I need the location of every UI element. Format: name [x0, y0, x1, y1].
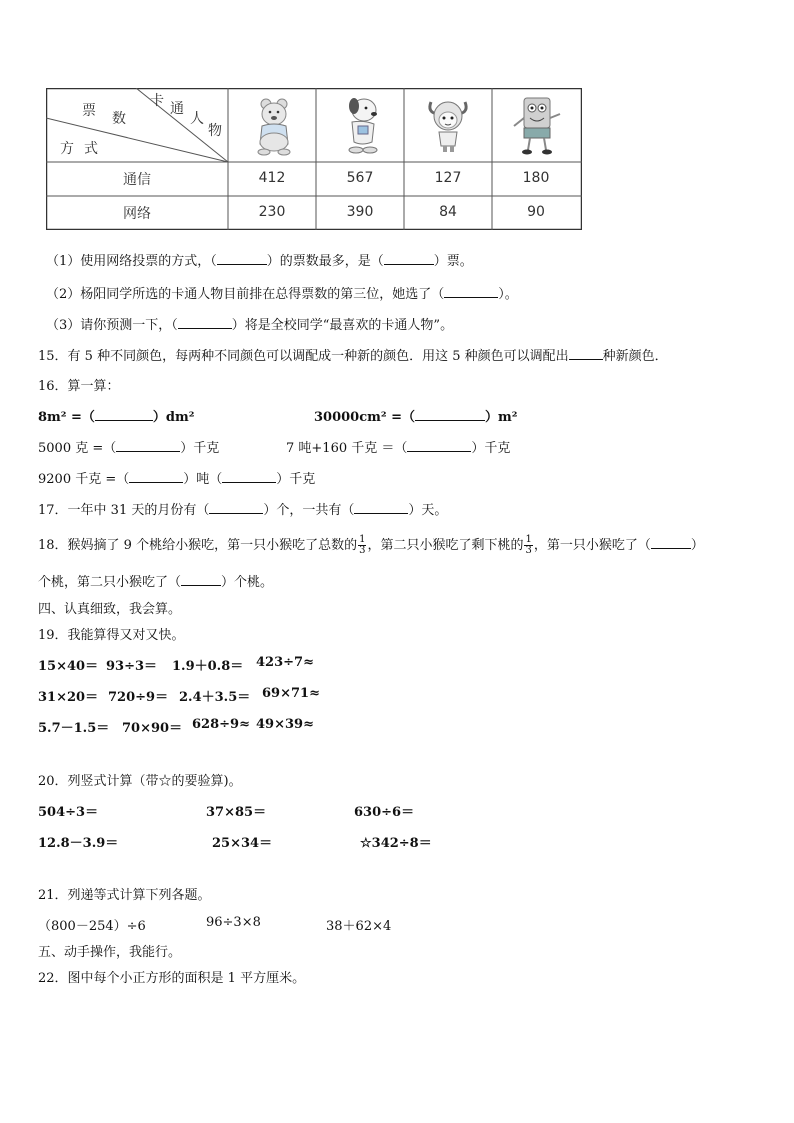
q18-line1: [38, 534, 704, 556]
answer-blank[interactable]: [415, 408, 485, 421]
calc-item: 37×85＝: [206, 805, 267, 820]
table-cell: 180: [522, 170, 550, 186]
calc-item: 96÷3×8: [206, 915, 261, 930]
vote-table: [46, 88, 582, 230]
q14-sub3-text: （3）请你预测一下，（: [46, 318, 178, 333]
q18-text: ）个桃。: [221, 575, 274, 590]
q21-title: 21．列递等式计算下列各题。: [38, 888, 211, 903]
sponge-icon: [512, 94, 562, 160]
fraction-one-third: [524, 535, 532, 556]
q14-sub1-text: ）票。: [433, 254, 473, 269]
calc-item: （800－254）÷6: [38, 919, 146, 934]
table-cell: 412: [258, 170, 286, 186]
q16-line2-right: [286, 437, 510, 456]
bear-icon: [248, 94, 298, 160]
q19-title: 19．我能算得又对又快。: [38, 628, 185, 643]
calc-item: ☆342÷8＝: [360, 836, 432, 851]
fraction-denominator: 3: [359, 545, 366, 556]
dog-icon: [336, 94, 386, 160]
calc-item: 12.8－3.9＝: [38, 836, 119, 851]
calc-item: 93÷3＝: [106, 659, 158, 674]
header-char: 式: [84, 141, 98, 157]
q18-text: ，第二只小猴吃了剩下桃的: [367, 538, 524, 553]
q17-text: ）天。: [408, 503, 448, 518]
answer-blank[interactable]: [569, 347, 603, 360]
fraction-numerator: 1: [359, 534, 366, 545]
q18-line2: [38, 571, 273, 590]
calc-item: 2.4＋3.5＝: [179, 690, 251, 705]
header-char: 通: [170, 101, 184, 117]
answer-blank[interactable]: [129, 470, 183, 483]
q15-text: 15．有 5 种不同颜色，每两种不同颜色可以调配成一种新的颜色．用这 5 种颜色可以调配出: [38, 349, 569, 364]
q16-text: ）千克: [276, 472, 316, 487]
table-cell: 127: [434, 170, 462, 186]
answer-blank[interactable]: [354, 501, 408, 514]
table-cell: 230: [258, 204, 286, 220]
calc-item: 69×71≈: [262, 686, 320, 701]
answer-blank[interactable]: [407, 439, 471, 452]
calc-item: 720÷9＝: [108, 690, 169, 705]
section-4-heading: 四、认真细致，我会算。: [38, 602, 182, 617]
header-char: 卡: [150, 93, 164, 109]
q16-text: 7 吨+160 千克 ＝（: [286, 441, 408, 456]
q16-text: 30000cm² =（: [314, 410, 416, 425]
header-char: 数: [112, 111, 126, 127]
fraction-denominator: 3: [525, 545, 532, 556]
q16-text: ）m²: [485, 410, 518, 425]
q16-line2-left: [38, 437, 219, 456]
section-5-heading: 五、动手操作，我能行。: [38, 945, 182, 960]
q17-text: 17．一年中 31 天的月份有（: [38, 503, 210, 518]
q14-sub1-text: （1）使用网络投票的方式，（: [46, 254, 217, 269]
q14-sub1-text: ）的票数最多，是（: [266, 254, 384, 269]
header-char: 方: [60, 141, 74, 157]
q18-text: ）: [690, 538, 704, 553]
answer-blank[interactable]: [217, 252, 267, 265]
q18-text: ，第一只小猴吃了（: [533, 538, 651, 553]
q14-sub3-text: ）将是全校同学“最喜欢的卡通人物”。: [231, 318, 454, 333]
calc-item: 49×39≈: [256, 717, 314, 732]
q16-text: 8m² =（: [38, 410, 95, 425]
fraction-one-third: [358, 535, 366, 556]
calc-item: 1.9＋0.8＝: [172, 659, 244, 674]
calc-item: 31×20＝: [38, 690, 99, 705]
row-label: 网络: [123, 206, 151, 222]
q16-text: ）千克: [471, 441, 511, 456]
header-char: 票: [82, 103, 96, 119]
q15-text: 种新颜色．: [602, 349, 668, 364]
q16-title: 16．算一算：: [38, 379, 120, 394]
q14-sub3: [46, 314, 453, 333]
table-cell: 84: [439, 204, 457, 220]
answer-blank[interactable]: [116, 439, 180, 452]
q17-text: ）个，一共有（: [263, 503, 355, 518]
q14-sub2-text: （2）杨阳同学所选的卡通人物目前排在总得票数的第三位，她选了（: [46, 287, 445, 302]
answer-blank[interactable]: [178, 316, 232, 329]
q16-line1-left: [38, 406, 194, 425]
calc-item: 70×90＝: [122, 721, 183, 736]
header-char: 人: [190, 111, 204, 127]
calc-item: 25×34＝: [212, 836, 273, 851]
answer-blank[interactable]: [95, 408, 153, 421]
fraction-numerator: 1: [525, 534, 532, 545]
calc-item: 423÷7≈: [256, 655, 314, 670]
header-char: 物: [208, 123, 222, 139]
q18-text: 个桃，第二只小猴吃了（: [38, 575, 182, 590]
table-cell: 567: [346, 170, 374, 186]
goat-icon: [423, 94, 473, 160]
table-cell: 90: [527, 204, 545, 220]
answer-blank[interactable]: [222, 470, 276, 483]
answer-blank[interactable]: [384, 252, 434, 265]
calc-item: 630÷6＝: [354, 805, 415, 820]
q18-text: 18．猴妈摘了 9 个桃给小猴吃，第一只小猴吃了总数的: [38, 538, 358, 553]
q14-sub1: [46, 250, 473, 269]
q14-sub2-text: ）。: [498, 287, 518, 302]
calc-item: 504÷3＝: [38, 805, 99, 820]
q14-sub2: [46, 283, 518, 302]
q15: [38, 345, 668, 364]
q16-line3: [38, 468, 315, 487]
calc-item: 15×40＝: [38, 659, 99, 674]
q16-line1-right: [314, 406, 517, 425]
row-label: 通信: [123, 172, 151, 188]
answer-blank[interactable]: [181, 573, 221, 586]
table-cell: 390: [346, 204, 374, 220]
q16-text: ）千克: [180, 441, 220, 456]
q20-title: 20．列竖式计算（带☆的要验算)。: [38, 774, 242, 789]
calc-item: 5.7－1.5＝: [38, 721, 110, 736]
q17: [38, 499, 447, 518]
q16-text: 9200 千克 =（: [38, 472, 130, 487]
answer-blank[interactable]: [209, 501, 263, 514]
q16-text: ）吨（: [183, 472, 223, 487]
answer-blank[interactable]: [444, 285, 498, 298]
answer-blank[interactable]: [651, 536, 691, 549]
q16-text: ）dm²: [152, 410, 195, 425]
q16-text: 5000 克 =（: [38, 441, 117, 456]
calc-item: 628÷9≈: [192, 717, 250, 732]
q22: 22．图中每个小正方形的面积是 1 平方厘米。: [38, 971, 306, 986]
calc-item: 38＋62×4: [326, 919, 392, 934]
